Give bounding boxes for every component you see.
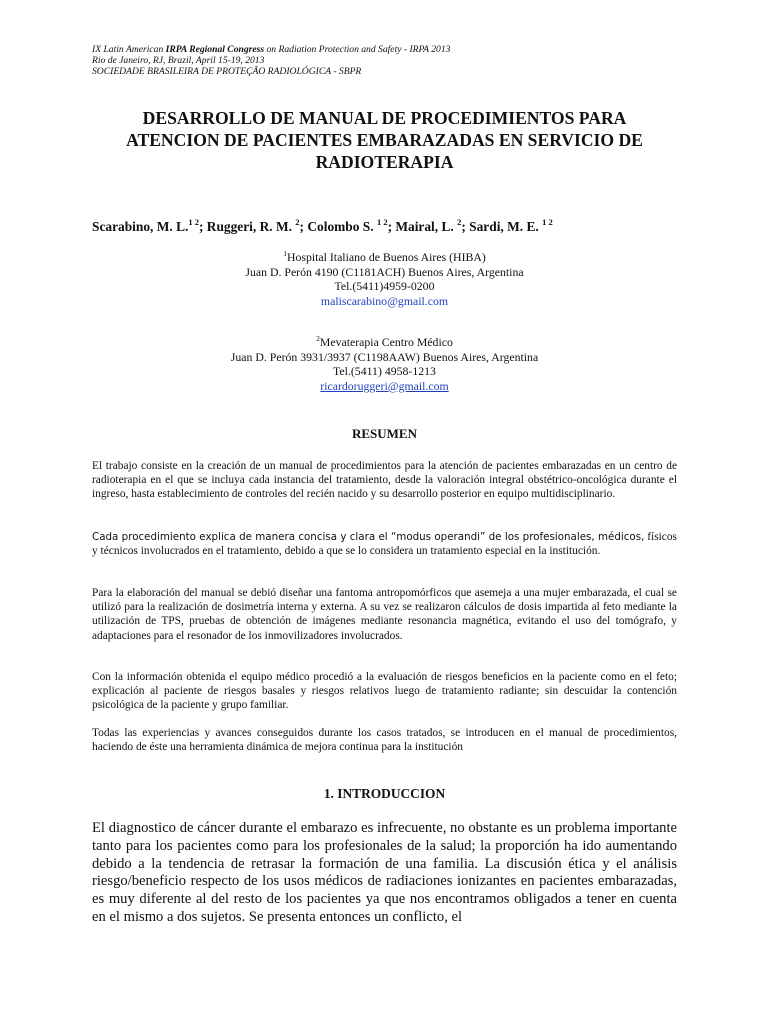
introduccion-paragraph: El diagnostico de cáncer durante el embarazo es infrecuente, no obstante es un problema importante tanto para los pacientes como para los profesionales de la salud; la proporción ha ido aumentando debido a la tendencia de retrasar la formación de una familia. La discusión ética y el análisis riesgo/beneficio respecto de los usos médicos de radiaciones ionizantes en pacientes embarazadas, es muy diferente al del resto de los pacientes ya que nos encontramos obligados a tener en cuenta en el mismo a dos sujetos. Se presenta entonces un conflicto, el xyxy=(92,820,677,925)
abstract-paragraph-5: Todas las experiencias y avances conseguidos durante los casos tratados, se introducen en el manual de procedimientos, haciendo de éste una herramienta dinámica de mejora continua para la institución xyxy=(92,727,677,754)
header-prefix: IX Latin American xyxy=(92,44,166,55)
affiliation-1-tel: Tel.(5411)4959-0200 xyxy=(334,279,435,293)
abstract-paragraph-2 xyxy=(92,530,677,558)
author-4-affil: 2 xyxy=(457,217,462,227)
affiliation-1-name xyxy=(92,247,677,265)
affiliation-1-email[interactable]: maliscarabino@gmail.com xyxy=(320,293,449,308)
header-suffix: on Radiation Protection and Safety - IRPA 2013 xyxy=(264,44,451,55)
affiliation-2-name xyxy=(92,332,677,350)
header-line-2: Rio de Janeiro, RJ, Brazil, April 15-19, 2013 xyxy=(92,55,265,66)
author-4: ; Mairal, L. xyxy=(387,219,458,234)
title-line-1: DESARROLLO DE MANUAL DE PROCEDIMIENTOS PARA xyxy=(142,108,627,128)
abstract-heading: RESUMEN xyxy=(351,426,417,441)
author-1: Scarabino, M. L. xyxy=(92,219,189,234)
abstract-paragraph-2-start: Cada procedimiento explica de manera concisa y clara el “modus operandi” de los profesionales, médicos, xyxy=(92,531,645,543)
author-3-affil: 1 2 xyxy=(376,217,388,227)
abstract-paragraph-2-rest: físicos y técnicos involucrados en el tratamiento, debido a que se lo considera un tratamiento especial en la institución. xyxy=(92,531,677,558)
affiliation-2 xyxy=(92,332,677,393)
affiliation-1-address: Juan D. Perón 4190 (C1181ACH) Buenos Aires, Argentina xyxy=(245,264,524,279)
abstract-paragraph-4: Con la información obtenida el equipo médico procedió a la evaluación de riesgos beneficios en la paciente como en el feto; explicación al paciente de riesgos basales y riesgos relativos luego de tratamiento radiante; sin descuidar la contención psicológica de la paciente y grupo familiar. xyxy=(92,671,677,712)
author-2-affil: 2 xyxy=(295,217,300,227)
affiliation-2-email[interactable]: ricardoruggeri@gmail.com xyxy=(320,378,449,393)
abstract-paragraph-1: El trabajo consiste en la creación de un manual de procedimientos para la atención de pacientes embarazadas en un centro de radioterapia en el que se incluya cada instancia del tratamiento, desde la valoración integral obstétrico-oncológica durante el ingreso, hasta establecimiento de controles del recién nacido y su desarrollo posterior en equipo multidisciplinario. xyxy=(92,460,677,501)
title-line-2: ATENCION DE PACIENTES EMBARAZADAS EN SERVICIO DE xyxy=(126,130,643,150)
title-line-3: RADIOTERAPIA xyxy=(315,152,454,172)
section-heading-introduccion: 1. INTRODUCCION xyxy=(323,786,446,801)
author-5: ; Sardi, M. E. xyxy=(461,219,543,234)
author-1-affil: 1 2 xyxy=(188,217,199,227)
affiliation-2-sup: 2 xyxy=(316,334,320,343)
affiliation-2-tel: Tel.(5411) 4958-1213 xyxy=(333,364,436,378)
author-2: ; Ruggeri, R. M. xyxy=(198,219,296,234)
paper-title xyxy=(92,107,677,173)
author-3: ; Colombo S. xyxy=(299,219,377,234)
header-line-1 xyxy=(92,44,692,55)
header-line-3: SOCIEDADE BRASILEIRA DE PROTEÇÃO RADIOLÓGICA - SBPR xyxy=(92,66,362,77)
affiliation-1-sup: 1 xyxy=(283,249,287,258)
conference-header xyxy=(92,44,692,77)
affiliation-2-label: Mevaterapia Centro Médico xyxy=(319,335,453,349)
author-list xyxy=(92,217,692,235)
affiliation-1 xyxy=(92,247,677,308)
author-5-affil: 1 2 xyxy=(542,217,553,227)
affiliation-2-address: Juan D. Perón 3931/3937 (C1198AAW) Buenos Aires, Argentina xyxy=(230,349,539,364)
affiliation-1-label: Hospital Italiano de Buenos Aires (HIBA) xyxy=(286,250,486,264)
abstract-paragraph-3: Para la elaboración del manual se debió diseñar una fantoma antropomórficos que asemeja a una mujer embarazada, el cual se utilizó para la realización de dosimetría interna y externa. A su vez se realizaron cálculos de dosis impartida al feto mediante la utilización de TPS, pruebas de obtención de imágenes mediante resonancia magnética, evitando el uso del tomógrafo, y adaptaciones para el resonador de los inmovilizadores involucrados. xyxy=(92,587,677,642)
header-congress: IRPA Regional Congress xyxy=(165,44,265,55)
